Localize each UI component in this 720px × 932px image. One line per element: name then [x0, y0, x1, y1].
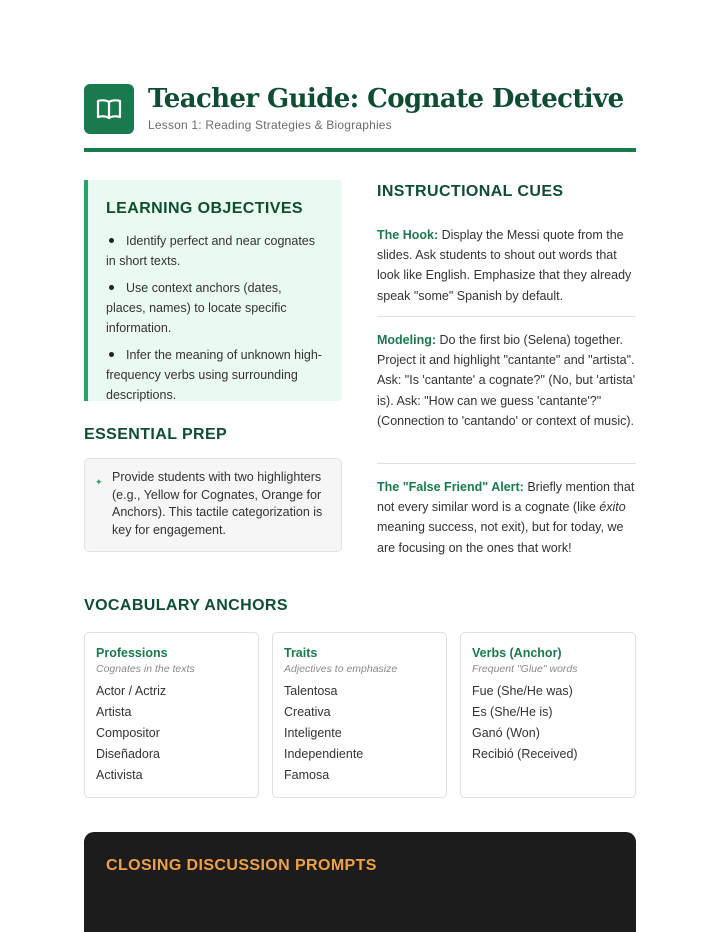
vocab-item: Compositor: [96, 726, 160, 740]
vocab-card-subtitle: Adjectives to emphasize: [284, 663, 398, 675]
cue-example-word: éxito: [599, 500, 626, 515]
header-divider: [84, 148, 636, 152]
vocab-card-verbs: [460, 632, 636, 798]
cue-divider: [377, 316, 636, 317]
vocab-card-title: Traits: [284, 646, 318, 660]
vocab-card-traits: [272, 632, 447, 798]
cue-hook: [377, 225, 636, 306]
objectives-list: [106, 231, 324, 405]
instructional-cues-heading: INSTRUCTIONAL CUES: [377, 183, 564, 200]
page-subtitle: Lesson 1: Reading Strategies & Biographies: [148, 118, 392, 132]
vocab-item: Ganó (Won): [472, 726, 540, 740]
cue-text: Display the Messi quote from the slides. Ask students to shout out words that look like English. Emphasize that they already speak "some" Spanish by default.: [377, 228, 632, 303]
vocab-item: Recibió (Received): [472, 747, 578, 761]
essential-prep-box: [84, 458, 342, 552]
vocab-card-subtitle: Frequent "Glue" words: [472, 663, 578, 675]
learning-objectives-panel: [84, 180, 342, 401]
vocab-item: Inteligente: [284, 726, 342, 740]
learning-objectives-heading: LEARNING OBJECTIVES: [106, 200, 303, 217]
essential-prep-text: Provide students with two highlighters (e.g., Yellow for Cognates, Orange for Anchors). This tactile categorization is key for engagement.: [112, 470, 323, 537]
cue-modeling: [377, 330, 636, 431]
objective-item: [106, 231, 324, 271]
objective-text: Identify perfect and near cognates in short texts.: [106, 234, 316, 268]
vocab-card-title: Verbs (Anchor): [472, 646, 562, 660]
vocab-item: Actor / Actriz: [96, 684, 167, 698]
vocab-item: Activista: [96, 768, 143, 782]
vocab-item: Talentosa: [284, 684, 338, 698]
cue-label: The Hook:: [377, 228, 439, 242]
sparkle-icon: ✦: [95, 477, 103, 487]
page-title: Teacher Guide: Cognate Detective: [148, 84, 624, 114]
cue-label: Modeling:: [377, 333, 437, 347]
vocab-card-professions: [84, 632, 259, 798]
cue-text: Briefly mention that not every similar word is a cognate (like: [377, 480, 635, 515]
cue-text: Do the first bio (Selena) together. Project it and highlight "cantante" and "artista". Ask: "Is 'cantante' a cognate?" (No, but 'artista' is). Ask: "How can we guess 'cantante'?" (Connection to 'cantando' or context of music).: [377, 333, 636, 428]
vocab-item: Es (She/He is): [472, 705, 553, 719]
vocab-item: Fue (She/He was): [472, 684, 573, 698]
objective-item: [106, 345, 324, 405]
objective-item: [106, 278, 324, 338]
vocab-item: Famosa: [284, 768, 330, 782]
vocab-card-subtitle: Cognates in the texts: [96, 663, 195, 675]
vocab-item: Diseñadora: [96, 747, 160, 761]
cue-label: The "False Friend" Alert:: [377, 480, 524, 494]
closing-discussion-panel: [84, 832, 636, 932]
cue-false-friend: [377, 477, 636, 558]
closing-discussion-heading: CLOSING DISCUSSION PROMPTS: [106, 857, 377, 874]
bullet-icon: [109, 285, 114, 290]
bullet-icon: [109, 238, 114, 243]
vocabulary-anchors-heading: VOCABULARY ANCHORS: [84, 597, 288, 614]
book-icon: [96, 97, 122, 121]
bullet-icon: [109, 352, 114, 357]
objective-text: Infer the meaning of unknown high-frequency verbs using surrounding descriptions.: [106, 348, 322, 402]
vocab-card-title: Professions: [96, 646, 168, 660]
cue-divider: [377, 463, 636, 464]
essential-prep-heading: ESSENTIAL PREP: [84, 426, 228, 443]
vocab-item: Artista: [96, 705, 132, 719]
logo: [84, 84, 134, 134]
vocab-item: Independiente: [284, 747, 364, 761]
cue-text: meaning success, not exit), but for today, we are focusing on the ones that work!: [377, 520, 624, 555]
page-header: [84, 84, 636, 134]
objective-text: Use context anchors (dates, places, names) to locate specific information.: [106, 281, 287, 335]
vocab-item: Creativa: [284, 705, 331, 719]
